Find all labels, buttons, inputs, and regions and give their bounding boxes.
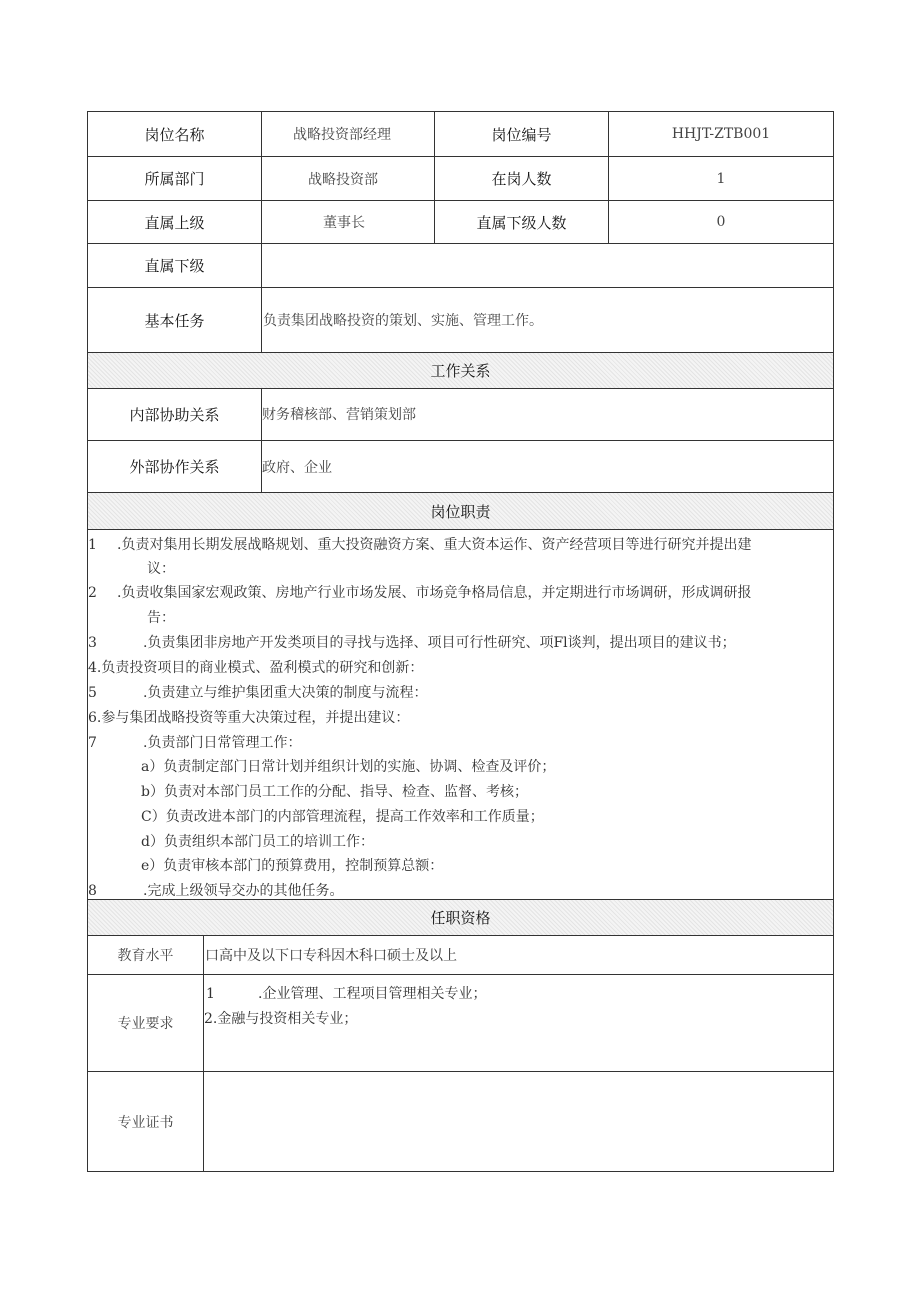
duty-3-text: .负责集团非房地产开发类项目的寻找与选择、项目可行性研究、项Fl谈判，提出项目的建议书； bbox=[143, 635, 736, 651]
work-relations-heading: 工作关系 bbox=[88, 353, 833, 388]
headcount-label: 在岗人数 bbox=[491, 170, 552, 188]
superior-label: 直属上级 bbox=[144, 213, 205, 232]
duty-3-number: 3 bbox=[88, 635, 97, 651]
subordinate-count-label: 直属下级人数 bbox=[476, 213, 567, 232]
duty-5-number: 5 bbox=[88, 685, 97, 701]
duty-7c-text: C）负责改进本部门的内部管理流程，提高工作效率和工作质量； bbox=[141, 809, 544, 825]
duties-heading: 岗位职责 bbox=[88, 493, 833, 529]
subordinate-count-value: 0 bbox=[716, 214, 726, 230]
education-value: 口高中及以下口专科因木科口硕士及以上 bbox=[205, 948, 457, 964]
dept-value: 战略投资部 bbox=[308, 171, 378, 188]
certificate-label: 专业证书 bbox=[117, 1114, 174, 1131]
duty-8-number: 8 bbox=[88, 883, 97, 899]
education-label: 教育水平 bbox=[117, 948, 174, 964]
major-requirement-label: 专业要求 bbox=[117, 1016, 174, 1032]
duty-2-continuation: 告： bbox=[147, 610, 175, 626]
duty-7-text: .负责部门日常管理工作： bbox=[143, 735, 302, 751]
post-code-label: 岗位编号 bbox=[491, 125, 552, 144]
duty-8-text: .完成上级领导交办的其他任务。 bbox=[143, 883, 344, 899]
duty-2-number: 2 bbox=[88, 585, 97, 601]
duty-6-text: 6.参与集团战略投资等重大决策过程，并提出建议： bbox=[88, 710, 410, 726]
basic-task-value: 负责集团战略投资的策划、实施、管理工作。 bbox=[263, 313, 543, 329]
internal-relations-label: 内部协助关系 bbox=[129, 406, 220, 424]
dept-label: 所属部门 bbox=[144, 170, 205, 188]
duty-7d-text: d）负责组织本部门员工的培训工作： bbox=[141, 834, 374, 850]
headcount-value: 1 bbox=[716, 170, 726, 187]
post-code-value: HHJT-ZTB001 bbox=[671, 126, 771, 142]
duty-1-text: .负责对集用长期发展战略规划、重大投资融资方案、重大资本运作、资产经营项目等进行研究并提出建 bbox=[117, 537, 752, 553]
certificate-value bbox=[204, 1072, 833, 1171]
duty-2-text: .负责收集国家宏观政策、房地产行业市场发展、市场竞争格局信息，并定期进行市场调研，形成调研报 bbox=[117, 585, 752, 601]
subordinate-value bbox=[262, 244, 833, 287]
superior-value: 董事长 bbox=[323, 215, 365, 231]
qualifications-heading: 任职资格 bbox=[88, 900, 833, 935]
major-1-text: .企业管理、工程项目管理相关专业； bbox=[258, 986, 487, 1002]
internal-relations-value: 财务稽核部、营销策划部 bbox=[262, 407, 416, 423]
external-relations-value: 政府、企业 bbox=[262, 460, 332, 476]
duty-7b-text: b）负责对本部门员工工作的分配、指导、检查、监督、考核； bbox=[141, 784, 528, 800]
duty-1-number: 1 bbox=[88, 537, 97, 553]
external-relations-label: 外部协作关系 bbox=[129, 458, 220, 476]
major-1-number: 1 bbox=[206, 986, 215, 1002]
major-2-text: 2.金融与投资相关专业； bbox=[204, 1011, 358, 1027]
subordinate-label: 直属下级 bbox=[144, 257, 205, 275]
duty-1-continuation: 议： bbox=[147, 561, 175, 577]
basic-task-label: 基本任务 bbox=[144, 311, 205, 330]
duty-7-number: 7 bbox=[88, 735, 97, 751]
duty-4-text: 4.负责投资项目的商业模式、盈利模式的研究和创新： bbox=[88, 660, 424, 676]
duty-7e-text: e）负责审核本部门的预算费用，控制预算总额： bbox=[141, 858, 444, 874]
duty-5-text: .负责建立与维护集团重大决策的制度与流程： bbox=[143, 685, 428, 701]
duty-7a-text: a）负责制定部门日常计划并组织计划的实施、协调、检查及评价； bbox=[141, 759, 556, 775]
post-name-value: 战略投资部经理 bbox=[293, 127, 391, 143]
post-name-label: 岗位名称 bbox=[144, 125, 205, 144]
